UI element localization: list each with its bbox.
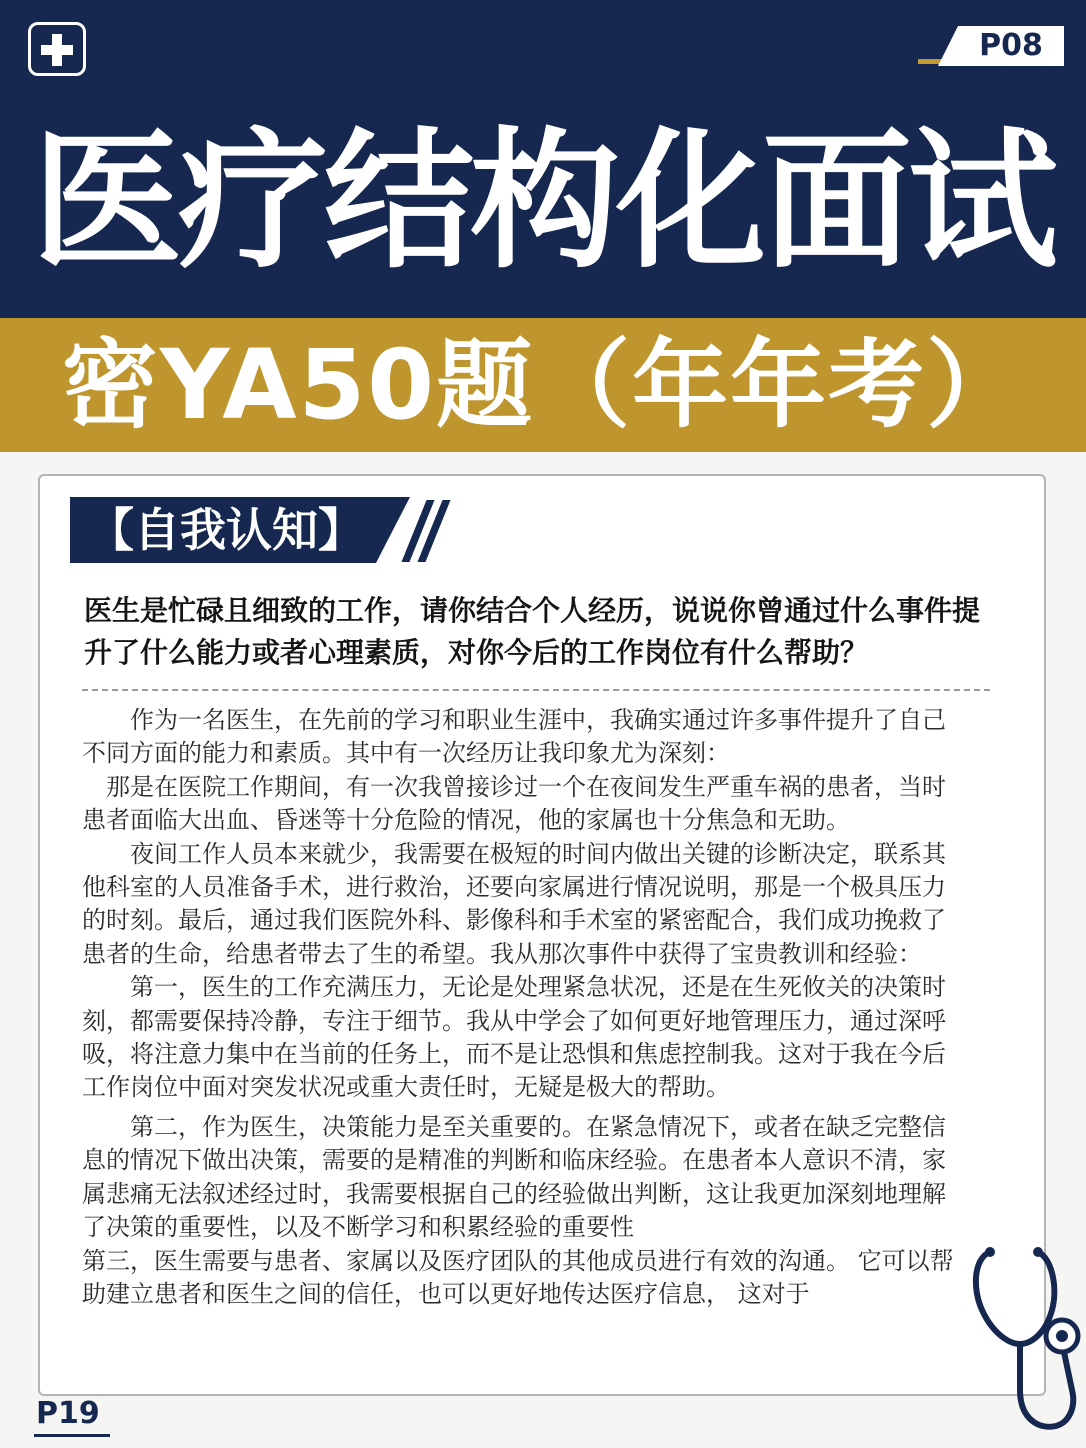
page-number-underline xyxy=(34,1434,110,1437)
question-text: 医生是忙碌且细致的工作，请你结合个人经历，说说你曾通过什么事件提升了什么能力或者心理素质，对你今后的工作岗位有什么帮助？ xyxy=(84,594,981,669)
page-number: P19 xyxy=(36,1396,100,1431)
page-tag: P08 xyxy=(958,26,1064,66)
medical-cross-icon xyxy=(28,22,86,76)
answer-paragraph: 第二，作为医生，决策能力是至关重要的。在紧急情况下，或者在缺乏完整信息的情况下做出决策，需要的是精准的判断和临床经验。在患者本人意识不清，家属悲痛无法叙述经过时，我需要根据自己的经验做出判断，这让我更加深刻地理解了决策的重要性，以及不断学习和积累经验的重要性 xyxy=(82,1112,946,1242)
answer-paragraph: 夜间工作人员本来就少，我需要在极短的时间内做出关键的诊断决定，联系其他科室的人员准备手术，进行救治，还要向家属进行情况说明，那是一个极具压力的时刻。最后，通过我们医院外科、影像科和手术室的紧密配合，我们成功挽救了患者的生命，给患者带去了生的希望。我从那次事件中获得了宝贵教训和经验： xyxy=(82,839,946,968)
answer-paragraph: 那是在医院工作期间，有一次我曾接诊过一个在夜间发生严重车祸的患者，当时患者面临大出血、昏迷等十分危险的情况，他的家属也十分焦急和无助。 xyxy=(82,772,946,835)
answer-paragraph: 第三，医生需要与患者、家属以及医疗团队的其他成员进行有效的沟通。 它可以帮助建立患者和医生之间的信任，也可以更好地传达医疗信息， 这对于 xyxy=(82,1246,954,1308)
stethoscope-icon xyxy=(968,1240,1086,1436)
page-title: 医疗结构化面试 xyxy=(31,115,1054,289)
divider xyxy=(82,689,990,691)
answer-paragraph: 作为一名医生，在先前的学习和职业生涯中，我确实通过许多事件提升了自己不同方面的能力和素质。其中有一次经历让我印象尤为深刻： xyxy=(82,706,946,768)
section-label: 【自我认知】 xyxy=(88,503,364,557)
answer-paragraph: 第一，医生的工作充满压力，无论是处理紧急状况，还是在生死攸关的决策时刻，都需要保持冷静，专注于细节。我从中学会了如何更好地管理压力，通过深呼吸，将注意力集中在当前的任务上，而不是让恐惧和焦虑控制我。这对于我在今后工作岗位中面对突发状况或重大责任时，无疑是极大的帮助。 xyxy=(82,973,946,1102)
page-subtitle: 密YA50题（年年考） xyxy=(61,329,1025,441)
answer-body xyxy=(82,704,964,1311)
